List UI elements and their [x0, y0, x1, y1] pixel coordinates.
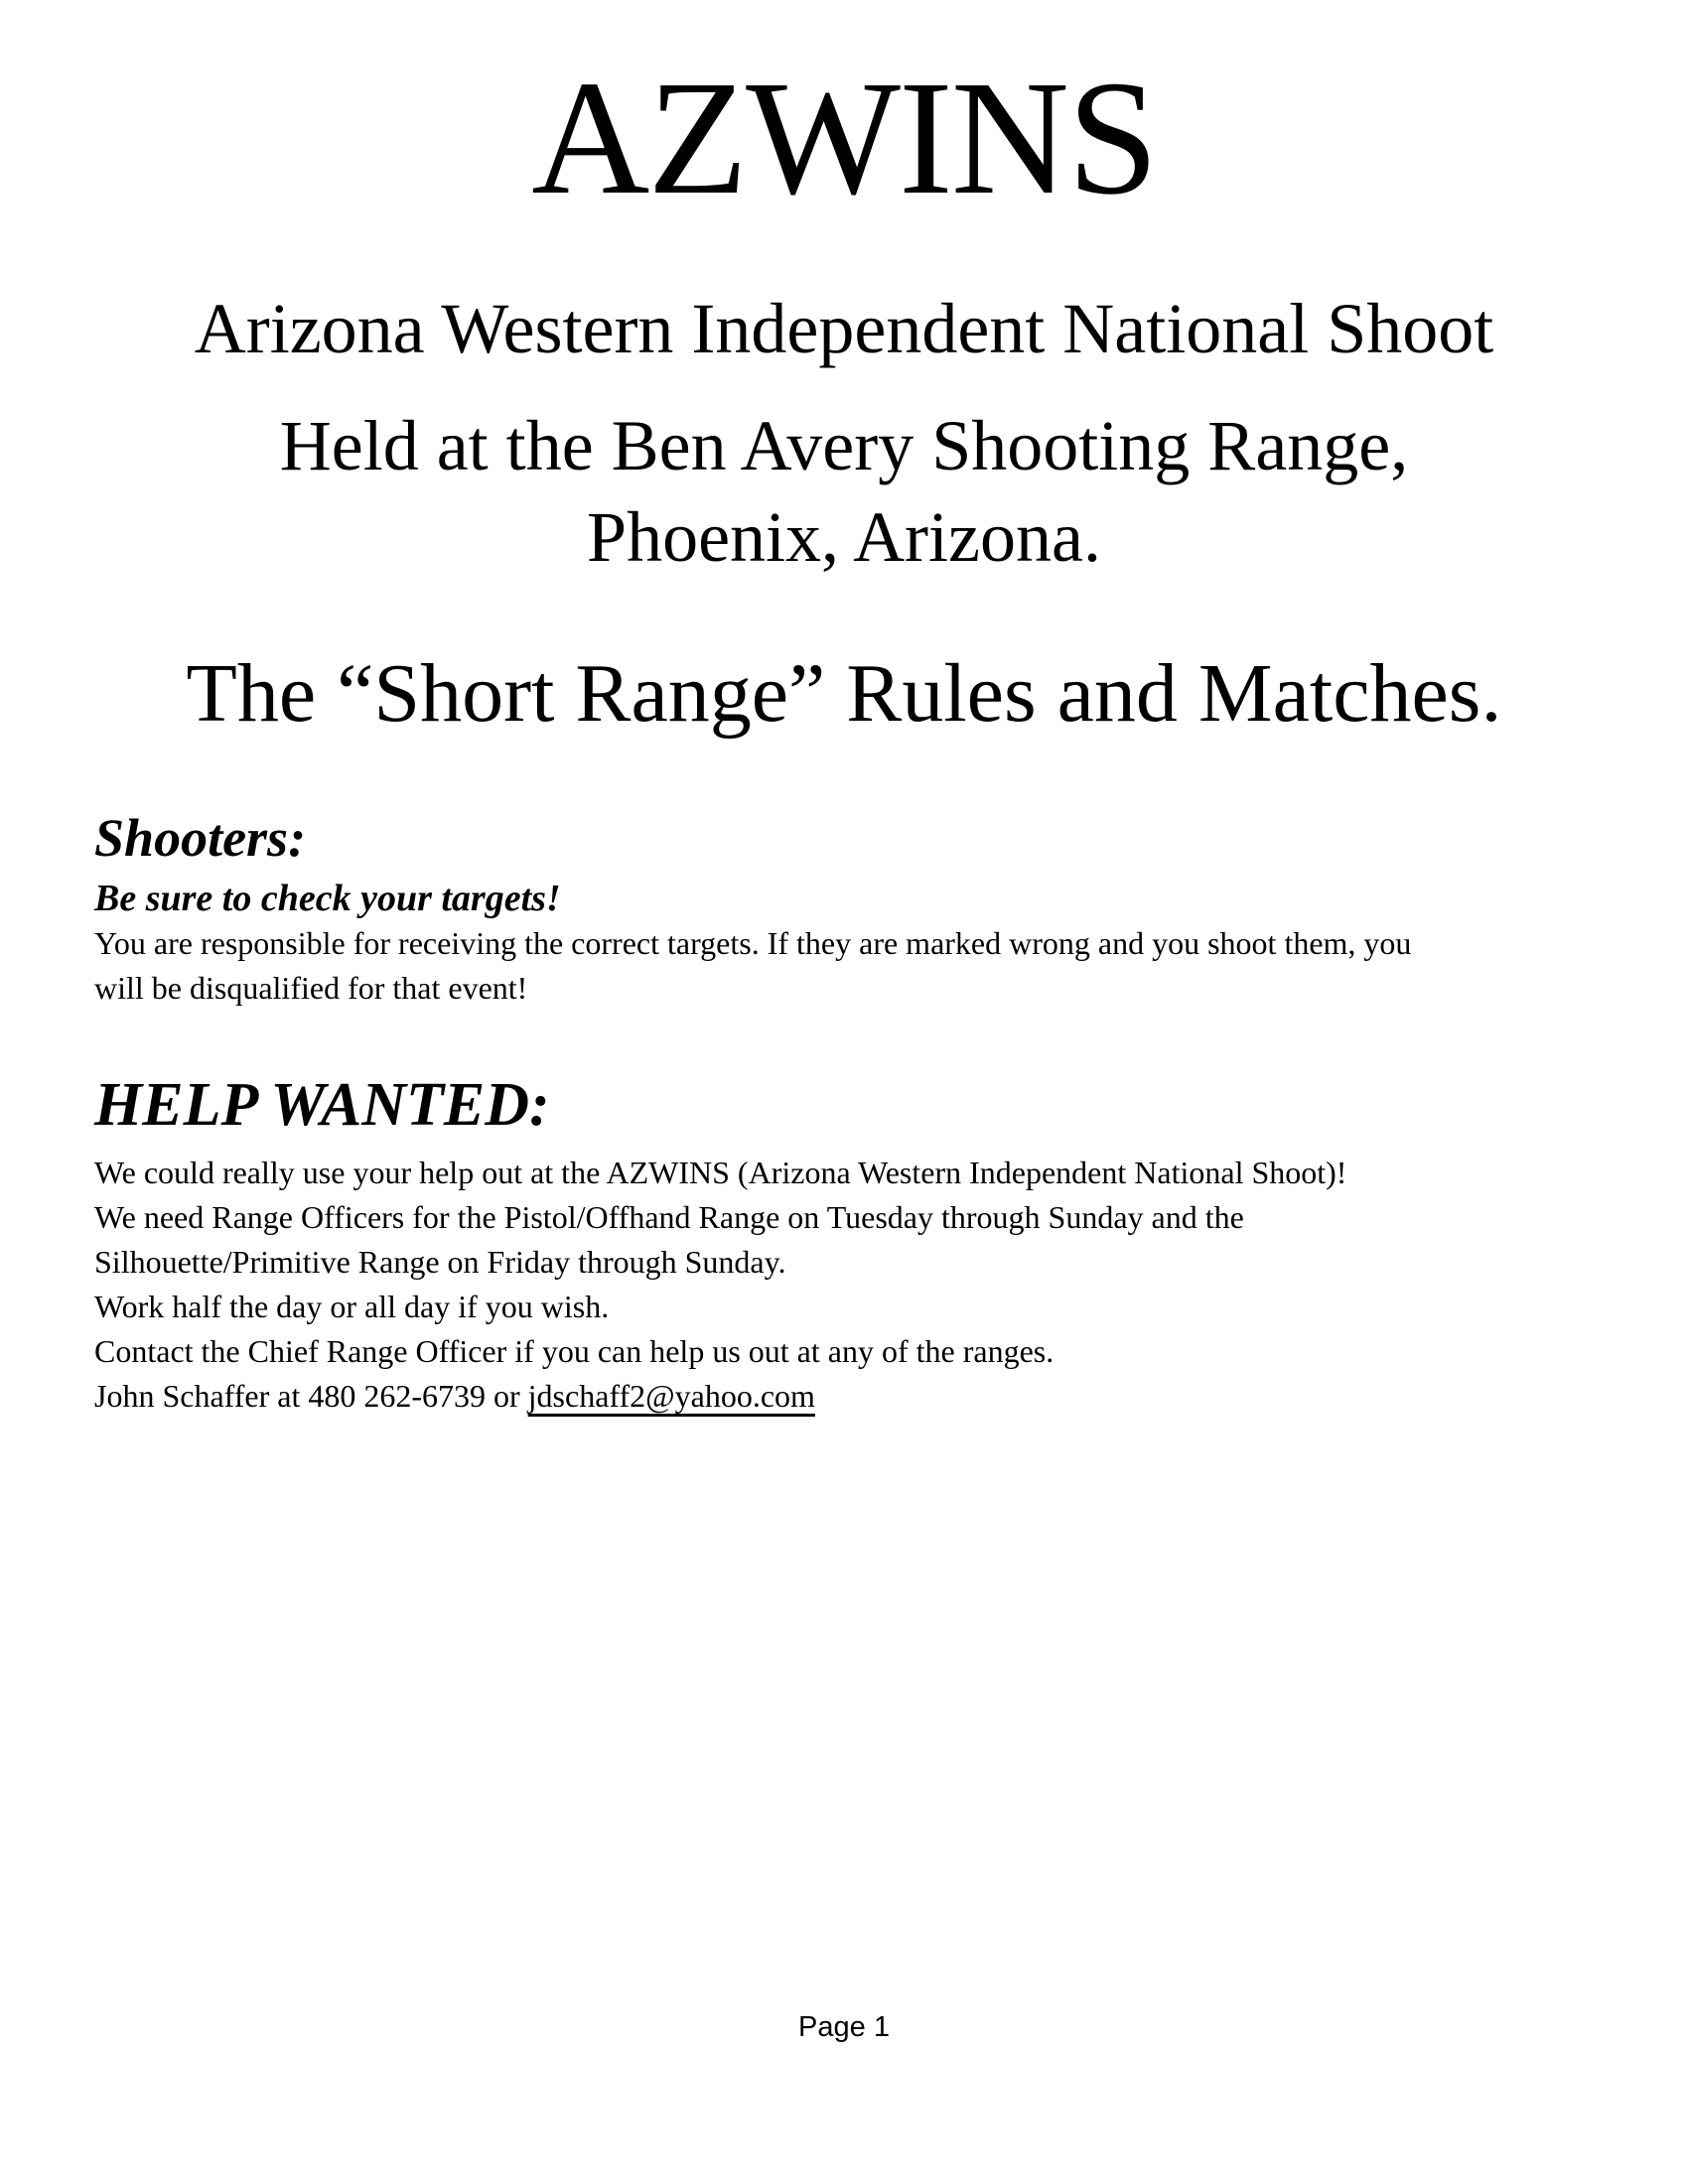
help-wanted-paragraph: [94, 1151, 1594, 1419]
venue-line-1: Held at the Ben Avery Shooting Range,: [279, 406, 1409, 486]
venue-line-2: Phoenix, Arizona.: [587, 496, 1101, 577]
page-title: AZWINS: [531, 47, 1157, 228]
paragraph-line: We need Range Officers for the Pistol/Offhand Range on Tuesday through Sunday and the: [94, 1198, 1244, 1235]
email-link[interactable]: jdschaff2@yahoo.com: [527, 1377, 815, 1414]
contact-text: John Schaffer at 480 262-6739 or: [94, 1377, 528, 1414]
page-number: Page 1: [798, 2011, 890, 2043]
rules-title: The “Short Range” Rules and Matches.: [186, 647, 1502, 741]
paragraph-line: Work half the day or all day if you wish.: [94, 1288, 610, 1324]
help-wanted-heading: HELP WANTED:: [94, 1071, 550, 1140]
paragraph-line: will be disqualified for that event!: [94, 970, 528, 1007]
shooters-paragraph: [94, 921, 1594, 1011]
paragraph-line: We could really use your help out at the AZWINS (Arizona Western Independent National Shoot)!: [94, 1154, 1347, 1190]
document-content: [0, 40, 1688, 1419]
section-help-wanted: [94, 1068, 1594, 1418]
shooters-lead: Be sure to check your targets!: [94, 877, 561, 919]
shooters-heading: Shooters:: [94, 808, 307, 869]
paragraph-line: Silhouette/Primitive Range on Friday through Sunday.: [94, 1243, 786, 1280]
section-shooters: [94, 806, 1594, 1011]
paragraph-line: Contact the Chief Range Officer if you can help us out at any of the ranges.: [94, 1332, 1055, 1369]
venue-lines: [94, 401, 1594, 583]
paragraph-line: You are responsible for receiving the correct targets. If they are marked wrong and you shoot them, you: [94, 925, 1412, 962]
contact-line: [94, 1374, 1594, 1419]
document-subtitle: Arizona Western Independent National Shoot: [194, 289, 1494, 368]
